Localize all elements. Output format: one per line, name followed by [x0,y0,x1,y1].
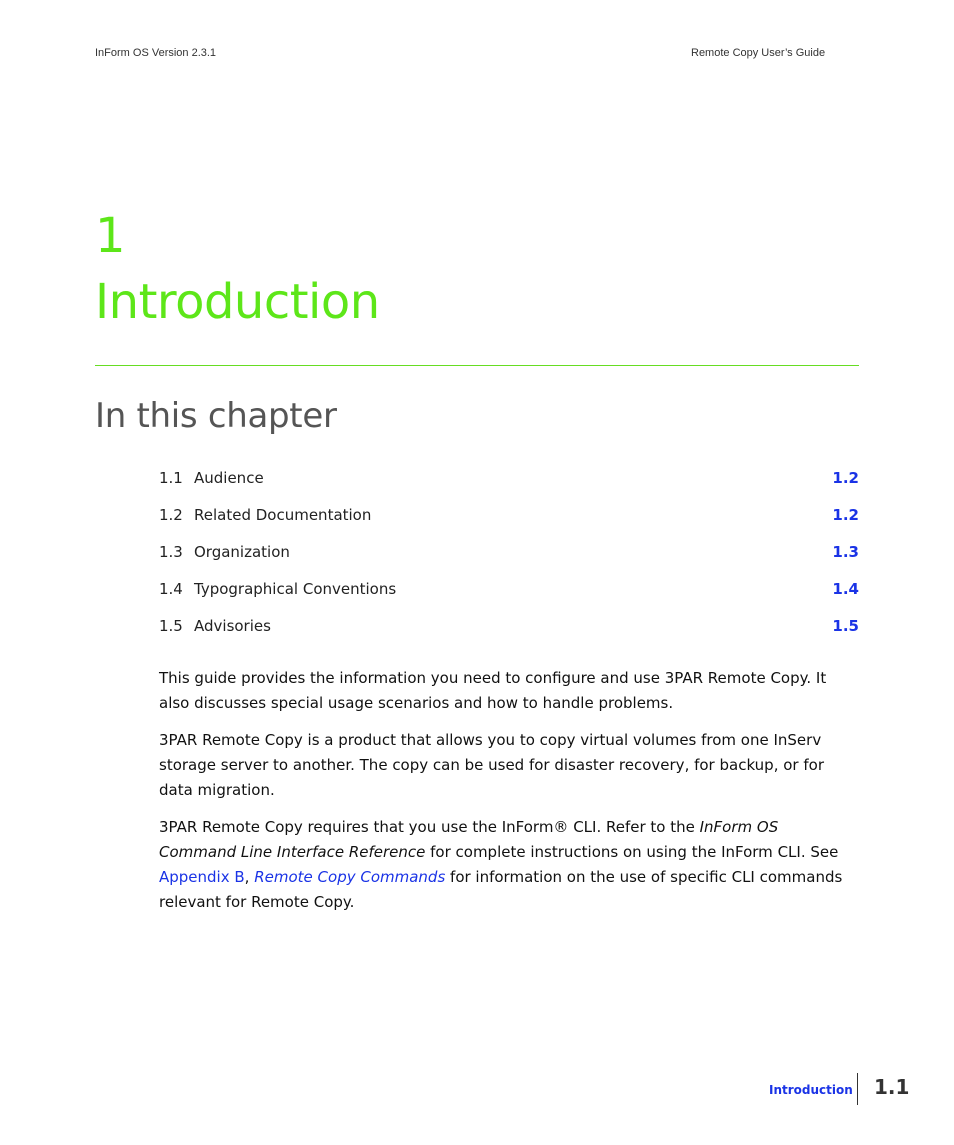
footer-divider [857,1073,858,1105]
chapter-number: 1 [95,208,126,264]
toc-entry-page-link[interactable]: 1.4 [832,580,859,598]
toc-entry-number: 1.3 [159,543,183,561]
chapter-title: Introduction [95,274,380,330]
cli-paragraph-text: 3PAR Remote Copy requires that you use the InForm® CLI. Refer to the [159,818,700,836]
footer-page-number: 1.1 [874,1075,910,1099]
cli-paragraph-comma: , [244,868,255,886]
toc-entry-number: 1.2 [159,506,183,524]
toc-entry-number: 1.1 [159,469,183,487]
product-paragraph: 3PAR Remote Copy is a product that allows you to copy virtual volumes from one InServ storage server to another. The copy can be used for disaster recovery, for backup, or for data migration. [159,731,824,799]
toc-entry-number: 1.4 [159,580,183,598]
toc-entry-label: Typographical Conventions [194,580,397,598]
chapter-divider [95,365,859,366]
cli-reference-title: InForm OS Command Line Interface Reference [159,818,779,861]
toc-entry-label: Advisories [194,617,271,635]
section-title: In this chapter [95,396,337,436]
toc-entry [159,577,859,614]
toc-entry-label: Audience [194,469,264,487]
toc-entry [159,503,859,540]
toc-entry-page-link[interactable]: 1.2 [832,506,859,524]
toc-entry-page-link[interactable]: 1.2 [832,469,859,487]
cli-paragraph-text: for complete instructions on using the InForm CLI. See [425,843,839,861]
cli-paragraph [159,815,859,915]
footer-chapter-label: Introduction [769,1083,853,1097]
toc-entry-page-link[interactable]: 1.5 [832,617,859,635]
toc-entry-page-link[interactable]: 1.3 [832,543,859,561]
chapter-body [159,666,859,927]
toc-entry [159,540,859,577]
toc-entry [159,466,859,503]
remote-copy-commands-link[interactable]: Remote Copy Commands [254,868,446,886]
toc-entry-number: 1.5 [159,617,183,635]
toc-entry-label: Related Documentation [194,506,372,524]
running-header-guide-title: Remote Copy User’s Guide [691,47,826,59]
toc-entry [159,614,859,651]
cli-paragraph-text: for information on the use of specific CLI commands relevant for Remote Copy. [159,868,843,911]
intro-paragraph: This guide provides the information you need to configure and use 3PAR Remote Copy. It also discusses special usage scenarios and how to handle problems. [159,669,827,712]
chapter-toc [159,466,859,651]
running-header-version: InForm OS Version 2.3.1 [95,47,217,59]
appendix-b-link[interactable]: Appendix B [159,868,245,886]
toc-entry-label: Organization [194,543,290,561]
